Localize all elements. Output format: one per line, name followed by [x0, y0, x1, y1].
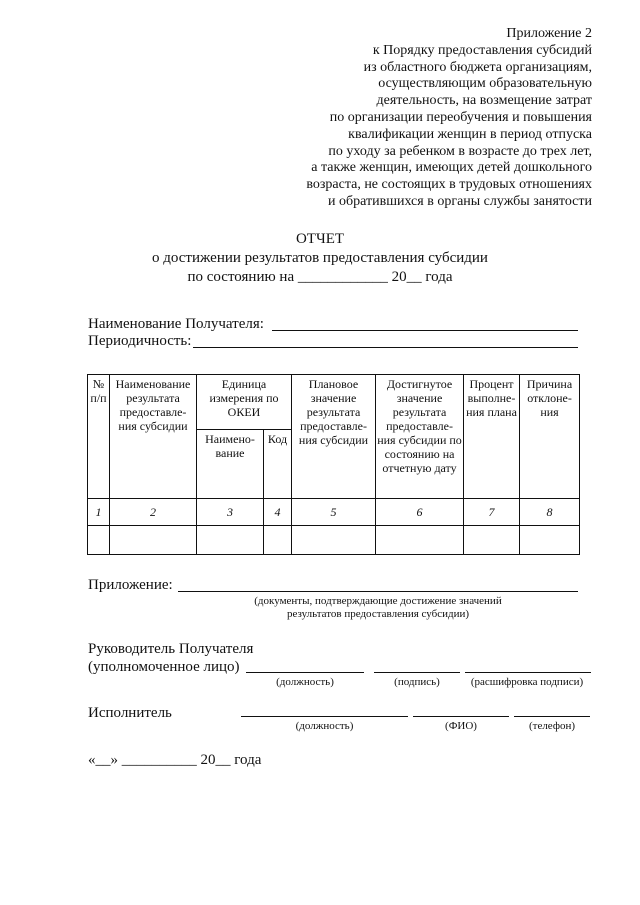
- column-number: 6: [376, 499, 464, 526]
- head-caption-position: (должность): [276, 676, 334, 688]
- appendix-line: по уходу за ребенком в возрасте до трех лет,: [328, 143, 592, 159]
- appendix-line: деятельность, на возмещение затрат: [376, 93, 592, 109]
- executor-label: Исполнитель: [88, 705, 172, 721]
- report-date-line: по состоянию на ____________ 20__ года: [187, 269, 453, 285]
- appendix-line: осуществляющим образовательную: [378, 76, 592, 92]
- header-result-name: Наименование результата предоставле-ния субсидии: [110, 375, 197, 499]
- head-signature-decoding-field[interactable]: [465, 672, 591, 673]
- header-planned: Плановое значение результата предоставле-ния субсидии: [292, 375, 376, 499]
- periodicity-field[interactable]: [193, 347, 578, 348]
- attachment-label: Приложение:: [88, 577, 173, 593]
- report-subtitle: о достижении результатов предоставления субсидии: [152, 250, 488, 266]
- column-number: 4: [264, 499, 292, 526]
- table-cell[interactable]: [292, 526, 376, 555]
- column-number: 1: [88, 499, 110, 526]
- table-header-row: [88, 375, 580, 430]
- appendix-line: квалификации женщин в период отпуска: [348, 126, 592, 142]
- header-unit-code: Код: [264, 430, 292, 499]
- table-cell[interactable]: [264, 526, 292, 555]
- periodicity-label: Периодичность:: [88, 333, 192, 349]
- attachment-field[interactable]: [178, 591, 578, 592]
- table-cell[interactable]: [464, 526, 520, 555]
- head-caption-decoding: (расшифровка подписи): [470, 676, 584, 688]
- executor-caption-position: (должность): [295, 720, 354, 732]
- header-num: № п/п: [88, 375, 110, 499]
- head-label-1: Руководитель Получателя: [88, 641, 254, 657]
- column-numbers-row: [88, 499, 580, 526]
- head-label-2: (уполномоченное лицо): [88, 659, 240, 675]
- table-cell[interactable]: [197, 526, 264, 555]
- appendix-line: по организации переобучения и повышения: [329, 109, 592, 125]
- table-cell[interactable]: [110, 526, 197, 555]
- executor-caption-name: (ФИО): [445, 720, 477, 732]
- header-achieved: Достигнутое значение результата предоставле-ния субсидии по состоянию на отчетную дату: [376, 375, 464, 499]
- appendix-line: возраста, не состоящих в трудовых отношениях: [306, 177, 592, 193]
- appendix-line: и обратившихся в органы службы занятости: [328, 193, 592, 209]
- column-number: 7: [464, 499, 520, 526]
- executor-position-field[interactable]: [241, 716, 408, 717]
- executor-name-field[interactable]: [413, 716, 509, 717]
- executor-caption-phone: (телефон): [528, 720, 576, 732]
- head-caption-signature: (подпись): [394, 676, 440, 688]
- column-number: 2: [110, 499, 197, 526]
- appendix-line: к Порядку предоставления субсидий: [372, 42, 592, 58]
- table-cell[interactable]: [88, 526, 110, 555]
- appendix-line: Приложение 2: [506, 26, 592, 41]
- appendix-line: из областного бюджета организациям,: [363, 59, 592, 75]
- header-percent: Процент выполне-ния плана: [464, 375, 520, 499]
- header-unit-name: Наимено-вание: [197, 430, 264, 499]
- report-heading: ОТЧЕТ: [295, 231, 345, 247]
- executor-phone-field[interactable]: [514, 716, 590, 717]
- recipient-name-field[interactable]: [272, 330, 578, 331]
- attachment-caption-1: (документы, подтверждающие достижение значений: [254, 595, 502, 607]
- date-line: «__» __________ 20__ года: [88, 752, 262, 768]
- table-cell[interactable]: [520, 526, 580, 555]
- head-signature-field[interactable]: [374, 672, 460, 673]
- table-row: [88, 526, 580, 555]
- appendix-line: а также женщин, имеющих детей дошкольного: [311, 160, 592, 176]
- report-table: [87, 374, 580, 555]
- appendix-header: [306, 26, 592, 211]
- report-title-block: [0, 230, 640, 287]
- recipient-name-label: Наименование Получателя:: [88, 316, 264, 332]
- column-number: 5: [292, 499, 376, 526]
- head-position-field[interactable]: [246, 672, 364, 673]
- header-reason: Причина отклоне-ния: [520, 375, 580, 499]
- column-number: 8: [520, 499, 580, 526]
- attachment-caption-2: результатов предоставления субсидии): [286, 608, 470, 620]
- header-unit: Единица измерения по ОКЕИ: [197, 375, 292, 430]
- column-number: 3: [197, 499, 264, 526]
- table-cell[interactable]: [376, 526, 464, 555]
